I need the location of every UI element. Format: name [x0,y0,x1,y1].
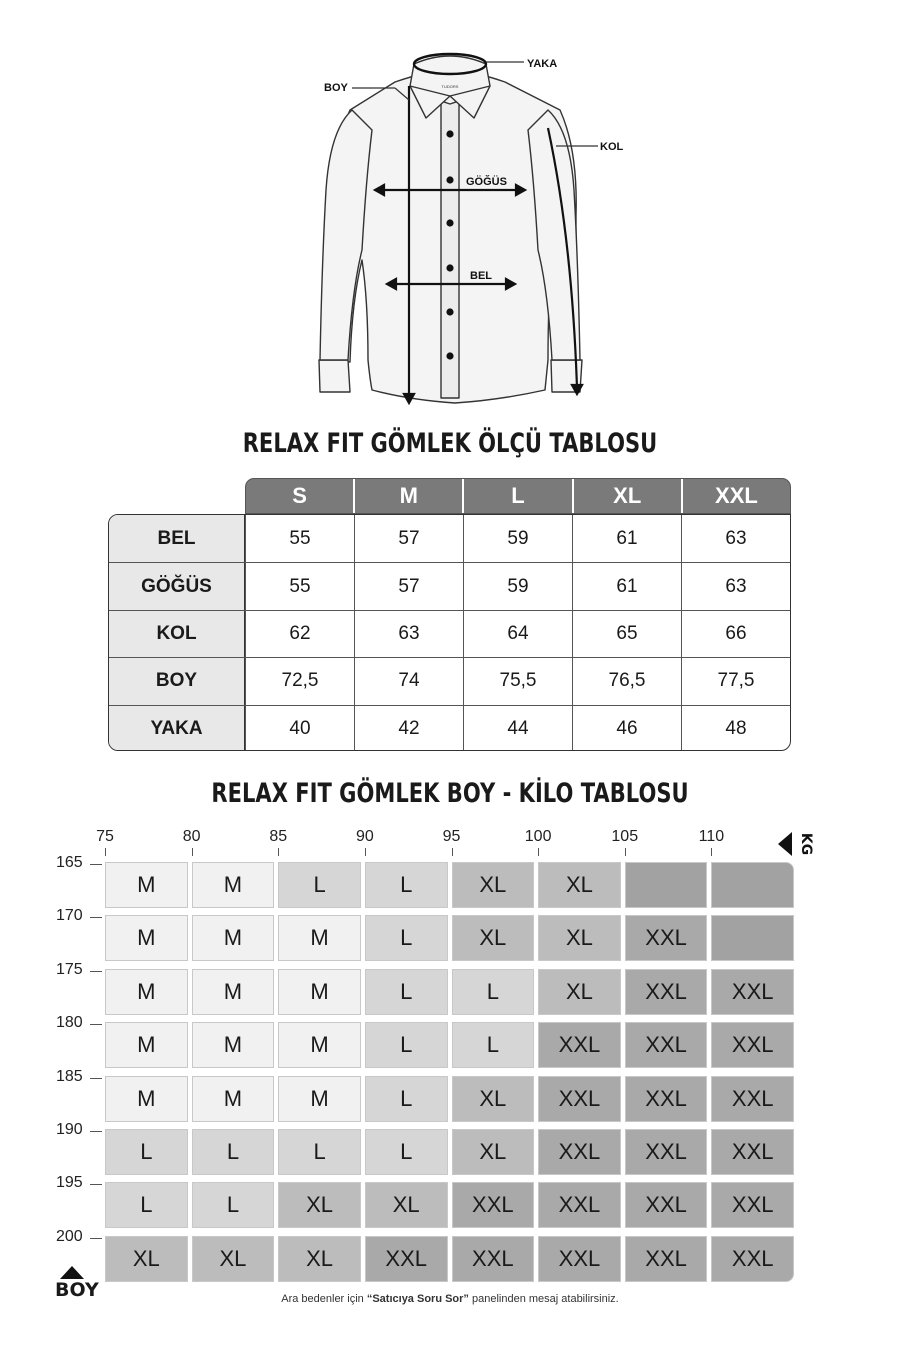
boy-tick-label: 195 [56,1174,83,1192]
shirt-logo: TUDORS [441,84,459,89]
grid-cell: M [278,969,361,1015]
grid-cell: M [105,1022,188,1068]
grid-row [105,1236,794,1282]
kg-tick-label: 110 [698,828,725,845]
grid-row [105,862,794,908]
measurement-value: 74 [354,658,463,704]
label-gogus: GÖĞÜS [466,176,507,188]
size-header-row [245,478,791,514]
grid-cell [625,862,708,908]
measurement-value: 55 [245,515,354,562]
grid-cell: XXL [625,1076,708,1122]
grid-cell: XXL [538,1129,621,1175]
grid-cell [711,862,794,908]
measurement-value: 64 [463,611,572,657]
grid-row [105,1076,794,1122]
kg-tick-mark [625,848,626,856]
grid-row [105,1182,794,1228]
grid-cell: XXL [711,1129,794,1175]
kg-tick-label: 80 [182,828,201,845]
size-header-2: L [462,479,571,513]
grid-cell: L [365,1022,448,1068]
kg-tick-mark [192,848,193,856]
grid-cell: L [105,1182,188,1228]
boy-kilo-table-title: RELAX FIT GÖMLEK BOY - KİLO TABLOSU [211,778,689,809]
grid-cell: L [365,1129,448,1175]
grid-cell: XXL [625,915,708,961]
grid-cell: L [192,1182,275,1228]
grid-cell: XL [538,915,621,961]
grid-cell: XL [538,862,621,908]
grid-cell: XL [105,1236,188,1282]
label-boy: BOY [324,82,348,94]
measurement-value: 72,5 [245,658,354,704]
grid-cell: L [452,1022,535,1068]
grid-cell: XXL [711,1022,794,1068]
measurement-value: 46 [572,706,681,751]
measurement-row [109,705,790,751]
boy-tick-label: 165 [56,854,83,871]
grid-cell: M [192,1076,275,1122]
grid-cell: M [192,969,275,1015]
label-yaka: YAKA [527,58,558,70]
note-before: Ara bedenler için [281,1293,367,1305]
grid-cell: M [278,1076,361,1122]
measurement-label: KOL [109,611,245,657]
grid-cell: XXL [538,1182,621,1228]
size-header-1: M [353,479,462,513]
boy-tick-mark [90,971,102,972]
boy-tick-mark [90,1024,102,1025]
grid-cell: M [278,915,361,961]
grid-cell: XXL [538,1236,621,1282]
measurement-row [109,515,790,562]
measurement-value: 75,5 [463,658,572,704]
measurement-value: 63 [681,515,790,562]
grid-cell: XXL [538,1076,621,1122]
kg-axis-icon [776,830,816,858]
grid-cell: L [365,1076,448,1122]
boy-tick-mark [90,1238,102,1239]
kg-tick-mark [105,848,106,856]
kg-tick-label: 105 [611,828,639,845]
boy-tick-mark [90,1131,102,1132]
grid-cell: M [105,1076,188,1122]
label-kol: KOL [600,141,624,153]
grid-cell: M [105,862,188,908]
kg-label: KG [798,832,814,856]
grid-cell: L [365,862,448,908]
grid-cell: M [105,915,188,961]
boy-tick-label: 180 [56,1014,83,1032]
grid-row [105,1022,794,1068]
grid-row [105,915,794,961]
grid-cell [711,915,794,961]
measurement-label: YAKA [109,706,245,751]
measurement-value: 59 [463,515,572,562]
grid-cell: XXL [452,1182,535,1228]
measurement-value: 63 [354,611,463,657]
kg-tick-mark [538,848,539,856]
grid-cell: M [105,969,188,1015]
grid-cell: XXL [711,969,794,1015]
kg-tick-mark [278,848,279,856]
measurement-label: GÖĞÜS [109,563,245,609]
measurement-value: 57 [354,515,463,562]
size-header-3: XL [572,479,681,513]
boy-tick-mark [90,1184,102,1185]
grid-cell: XL [278,1236,361,1282]
grid-cell: M [192,915,275,961]
measurement-value: 55 [245,563,354,609]
grid-cell: XL [538,969,621,1015]
grid-cell: XXL [711,1182,794,1228]
kg-tick-mark [452,848,453,856]
grid-cell: XXL [711,1236,794,1282]
measurement-row [109,610,790,657]
size-header-0: S [292,483,307,508]
grid-cell: XXL [625,969,708,1015]
grid-cell: XXL [711,1076,794,1122]
measurement-row [109,562,790,609]
kg-tick-label: 75 [96,828,114,845]
kg-tick-label: 90 [355,828,374,845]
label-bel: BEL [470,270,492,282]
measurement-value: 66 [681,611,790,657]
grid-cell: XL [452,915,535,961]
measurement-value: 63 [681,563,790,609]
kg-tick-label: 95 [442,828,461,845]
measurement-label: BEL [109,515,245,562]
shirt-diagram [0,0,900,420]
boy-tick-mark [90,1078,102,1079]
grid-cell: M [192,862,275,908]
boy-tick-label: 175 [56,960,83,978]
grid-cell: L [105,1129,188,1175]
grid-cell: XL [278,1182,361,1228]
boy-tick-label: 190 [56,1121,83,1138]
boy-tick-label: 185 [56,1067,83,1085]
measurement-value: 57 [354,563,463,609]
grid-cell: XL [365,1182,448,1228]
note-after: panelinden mesaj atabilirsiniz. [468,1293,619,1305]
measurement-value: 48 [681,706,790,751]
grid-cell: XL [452,862,535,908]
kg-tick-mark [365,848,366,856]
grid-cell: XL [452,1129,535,1175]
measurement-row [109,657,790,704]
footer-note [0,1293,900,1305]
note-emphasis: “Satıcıya Soru Sor” [366,1293,469,1305]
grid-cell: XXL [625,1182,708,1228]
measurement-value: 76,5 [572,658,681,704]
measurement-value: 62 [245,611,354,657]
kg-axis [0,828,900,850]
kg-tick-label: 85 [269,828,288,845]
grid-cell: XL [452,1076,535,1122]
boy-tick-mark [90,917,102,918]
measurement-value: 59 [463,563,572,609]
boy-tick-label: 200 [56,1227,83,1245]
grid-cell: XL [192,1236,275,1282]
kg-tick-label: 100 [524,828,552,845]
measurement-value: 77,5 [681,658,790,704]
grid-cell: XXL [452,1236,535,1282]
grid-cell: XXL [625,1129,708,1175]
grid-cell: L [365,915,448,961]
grid-cell: L [365,969,448,1015]
measurement-label: BOY [109,658,245,704]
measurement-value: 42 [354,706,463,751]
measurement-table-title: RELAX FIT GÖMLEK ÖLÇÜ TABLOSU [242,428,658,459]
kg-tick-mark [711,848,712,856]
grid-cell: L [192,1129,275,1175]
measurement-value: 44 [463,706,572,751]
grid-cell: XXL [625,1236,708,1282]
grid-cell: L [278,862,361,908]
grid-row [105,969,794,1015]
grid-cell: L [452,969,535,1015]
size-header-4: XXL [681,479,790,513]
grid-cell: L [278,1129,361,1175]
boy-label: BOY [55,1279,99,1301]
grid-cell: M [192,1022,275,1068]
boy-tick-mark [90,864,102,865]
measurement-value: 61 [572,515,681,562]
grid-cell: M [278,1022,361,1068]
measurement-table [108,514,791,751]
grid-row [105,1129,794,1175]
measurement-value: 61 [572,563,681,609]
measurement-value: 65 [572,611,681,657]
grid-cell: XXL [538,1022,621,1068]
grid-cell: XXL [625,1022,708,1068]
boy-tick-label: 170 [56,907,83,925]
measurement-value: 40 [245,706,354,751]
grid-cell: XXL [365,1236,448,1282]
